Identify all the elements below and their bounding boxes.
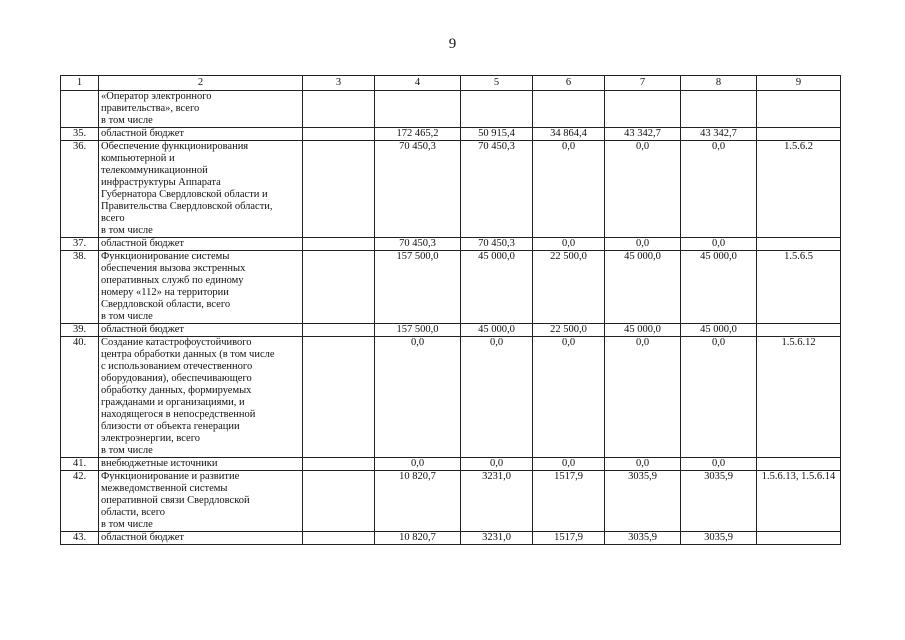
row-value: 0,0 [533, 337, 605, 458]
row-name-line: Свердловской области, всего [101, 299, 231, 310]
table-row [61, 471, 841, 532]
table-row [61, 458, 841, 471]
table-row [61, 128, 841, 141]
row-name-line: Правительства Свердловской области, [101, 201, 273, 212]
row-value: 0,0 [605, 238, 681, 251]
row-name [99, 91, 303, 128]
row-name-line: в том числе [101, 445, 153, 456]
row-name-line: с использованием отечественного [101, 361, 253, 372]
table-header [61, 76, 841, 91]
column-header: 6 [533, 76, 605, 91]
row-value: 34 864,4 [533, 128, 605, 141]
row-value: 0,0 [605, 458, 681, 471]
page-number: 9 [448, 36, 457, 52]
table-row [61, 238, 841, 251]
row-value [303, 458, 375, 471]
row-name-line: областной бюджет [101, 238, 184, 249]
row-value: 70 450,3 [375, 238, 461, 251]
row-value: 45 000,0 [605, 324, 681, 337]
row-name-line: области, всего [101, 507, 165, 518]
row-name-line: межведомственной системы [101, 483, 228, 494]
row-value [605, 91, 681, 128]
row-value [303, 238, 375, 251]
row-name [99, 238, 303, 251]
row-name-line: Губернатора Свердловской области и [101, 189, 268, 200]
column-header: 4 [375, 76, 461, 91]
row-value: 70 450,3 [375, 141, 461, 238]
row-name-line: обработку данных, формируемых [101, 385, 252, 396]
row-value [303, 91, 375, 128]
row-name-line: находящегося в непосредственной [101, 409, 256, 420]
row-value: 0,0 [375, 458, 461, 471]
row-name-line: в том числе [101, 225, 153, 236]
row-value [303, 471, 375, 532]
row-value: 43 342,7 [605, 128, 681, 141]
row-name [99, 458, 303, 471]
row-value: 43 342,7 [681, 128, 757, 141]
row-name-line: оперативной связи Свердловской [101, 495, 250, 506]
row-value: 50 915,4 [461, 128, 533, 141]
row-value: 0,0 [681, 337, 757, 458]
row-value: 1517,9 [533, 471, 605, 532]
row-value [303, 324, 375, 337]
table-body [61, 91, 841, 545]
row-value: 10 820,7 [375, 471, 461, 532]
table-row [61, 251, 841, 324]
row-name-line: в том числе [101, 115, 153, 126]
row-code: 1.5.6.13, 1.5.6.14 [757, 471, 841, 532]
row-name [99, 471, 303, 532]
row-name-line: Обеспечение функционирования [101, 141, 249, 152]
table-row [61, 532, 841, 545]
row-value: 45 000,0 [461, 251, 533, 324]
row-code [757, 91, 841, 128]
row-value [375, 91, 461, 128]
row-name-line: центра обработки данных (в том числе [101, 349, 275, 360]
row-name [99, 532, 303, 545]
row-value: 0,0 [461, 458, 533, 471]
row-name-line: в том числе [101, 519, 153, 530]
row-number: 43. [61, 532, 99, 545]
row-name [99, 337, 303, 458]
row-value: 70 450,3 [461, 238, 533, 251]
row-value: 1517,9 [533, 532, 605, 545]
column-header: 3 [303, 76, 375, 91]
column-header: 1 [61, 76, 99, 91]
row-value [303, 141, 375, 238]
row-value: 10 820,7 [375, 532, 461, 545]
row-code: 1.5.6.2 [757, 141, 841, 238]
row-code [757, 238, 841, 251]
row-number: 35. [61, 128, 99, 141]
column-header: 7 [605, 76, 681, 91]
row-name-line: внебюджетные источники [101, 458, 218, 469]
row-code [757, 128, 841, 141]
table-row [61, 91, 841, 128]
row-name-line: правительства», всего [101, 103, 200, 114]
row-name [99, 141, 303, 238]
row-value: 45 000,0 [681, 324, 757, 337]
row-value: 3231,0 [461, 532, 533, 545]
row-value: 45 000,0 [681, 251, 757, 324]
row-value: 3035,9 [681, 532, 757, 545]
row-name-line: номеру «112» на территории [101, 287, 229, 298]
row-number: 36. [61, 141, 99, 238]
column-header: 5 [461, 76, 533, 91]
row-value: 0,0 [533, 238, 605, 251]
row-name [99, 128, 303, 141]
row-value: 45 000,0 [605, 251, 681, 324]
row-value: 0,0 [605, 337, 681, 458]
row-name [99, 251, 303, 324]
row-number: 37. [61, 238, 99, 251]
row-value: 3231,0 [461, 471, 533, 532]
row-value: 0,0 [681, 141, 757, 238]
row-name-line: областной бюджет [101, 128, 184, 139]
row-name-line: гражданами и организациями, и [101, 397, 245, 408]
row-value: 172 465,2 [375, 128, 461, 141]
row-name [99, 324, 303, 337]
row-value: 0,0 [533, 458, 605, 471]
row-value: 3035,9 [605, 532, 681, 545]
row-number: 39. [61, 324, 99, 337]
row-value [303, 128, 375, 141]
row-value: 3035,9 [681, 471, 757, 532]
row-name-line: телекоммуникационной [101, 165, 208, 176]
row-value: 45 000,0 [461, 324, 533, 337]
row-name-line: всего [101, 213, 125, 224]
row-value: 22 500,0 [533, 251, 605, 324]
table-row [61, 141, 841, 238]
row-number: 42. [61, 471, 99, 532]
row-name-line: оборудования), обеспечивающего [101, 373, 252, 384]
row-value [303, 337, 375, 458]
row-number [61, 91, 99, 128]
column-header: 2 [99, 76, 303, 91]
row-name-line: Функционирование системы [101, 251, 230, 262]
row-name-line: оперативных служб по единому [101, 275, 244, 286]
row-value [533, 91, 605, 128]
column-header: 8 [681, 76, 757, 91]
row-value: 0,0 [533, 141, 605, 238]
table-row [61, 324, 841, 337]
row-value: 0,0 [681, 458, 757, 471]
row-value: 0,0 [681, 238, 757, 251]
row-name-line: в том числе [101, 311, 153, 322]
row-value [303, 251, 375, 324]
row-value: 0,0 [461, 337, 533, 458]
row-name-line: инфраструктуры Аппарата [101, 177, 221, 188]
row-value [303, 532, 375, 545]
row-value: 22 500,0 [533, 324, 605, 337]
row-name-line: областной бюджет [101, 532, 184, 543]
table-row [61, 337, 841, 458]
row-code [757, 324, 841, 337]
row-name-line: областной бюджет [101, 324, 184, 335]
row-name-line: компьютерной и [101, 153, 175, 164]
row-number: 41. [61, 458, 99, 471]
budget-table [60, 75, 841, 545]
row-name-line: электроэнергии, всего [101, 433, 200, 444]
row-name-line: близости от объекта генерации [101, 421, 240, 432]
row-name-line: Создание катастрофоустойчивого [101, 337, 252, 348]
row-number: 40. [61, 337, 99, 458]
row-name-line: Функционирование и развитие [101, 471, 240, 482]
row-value [681, 91, 757, 128]
row-value: 0,0 [605, 141, 681, 238]
row-number: 38. [61, 251, 99, 324]
row-value: 157 500,0 [375, 324, 461, 337]
row-code: 1.5.6.12 [757, 337, 841, 458]
row-value: 70 450,3 [461, 141, 533, 238]
row-value [461, 91, 533, 128]
row-code [757, 532, 841, 545]
row-name-line: «Оператор электронного [101, 91, 212, 102]
row-code [757, 458, 841, 471]
column-header: 9 [757, 76, 841, 91]
row-value: 3035,9 [605, 471, 681, 532]
row-value: 157 500,0 [375, 251, 461, 324]
row-value: 0,0 [375, 337, 461, 458]
row-name-line: обеспечения вызова экстренных [101, 263, 246, 274]
row-code: 1.5.6.5 [757, 251, 841, 324]
